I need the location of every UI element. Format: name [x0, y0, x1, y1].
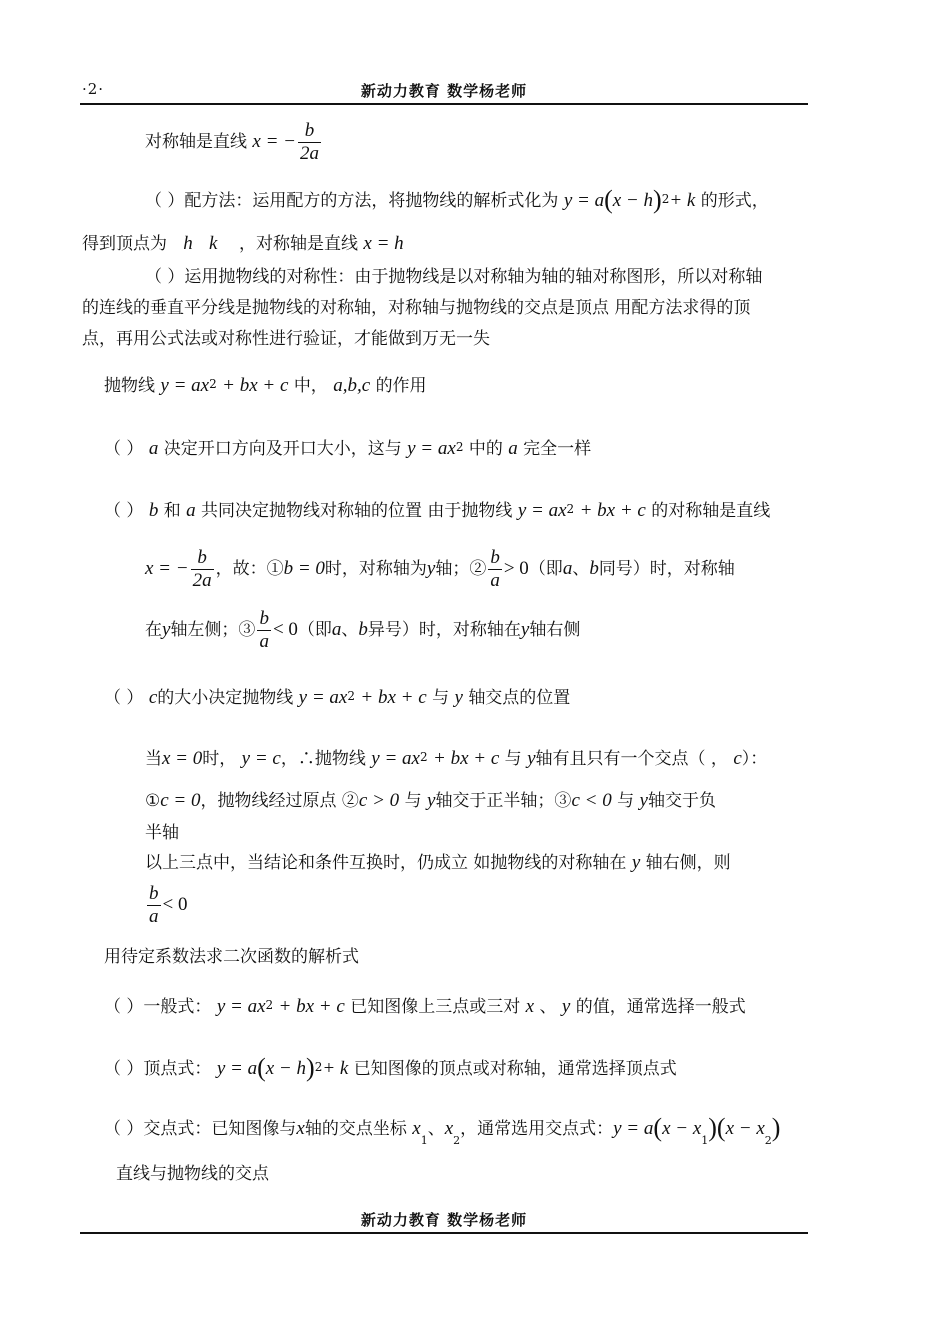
fraction-b-a [257, 608, 271, 653]
fraction-b-2a [191, 547, 214, 592]
numerator: b [298, 120, 321, 143]
exponent: 2 [209, 377, 217, 391]
text-line: （ ）运用抛物线的对称性：由于抛物线是以对称轴为轴的轴对称图形，所以对称轴 [145, 267, 763, 287]
math: b [148, 500, 159, 521]
text: （ ） [104, 501, 144, 521]
math: b [589, 558, 599, 579]
math: a,b,c [333, 375, 371, 396]
text: （ ）一般式： [104, 997, 212, 1017]
text: 的形式， [700, 191, 769, 211]
math: a [331, 619, 342, 640]
math: x − h [265, 1058, 307, 1079]
numerator: b [191, 547, 214, 570]
text: 在 [145, 620, 162, 640]
text: 、 [572, 559, 590, 579]
text: 轴左侧；③ [170, 620, 256, 640]
math: + bx + c [278, 996, 345, 1017]
text: 轴；② [435, 559, 487, 579]
math: y [162, 619, 171, 640]
text: （即 [297, 620, 332, 640]
math: c [733, 748, 742, 769]
math: y [527, 748, 536, 769]
subscript: 2 [764, 1134, 772, 1147]
math: y [427, 790, 436, 811]
axis-cases-line-2 [145, 608, 580, 653]
math: c < 0 [571, 790, 612, 811]
general-form-item [104, 994, 746, 1018]
math: x = − [252, 131, 296, 152]
math: a [186, 500, 196, 521]
header-divider [80, 103, 808, 105]
numerator: b [149, 883, 159, 904]
math: a [148, 438, 159, 459]
denominator: a [490, 570, 500, 591]
subscript: 1 [420, 1134, 428, 1147]
fraction-b-a [147, 883, 161, 928]
vertex-form-item [104, 1053, 677, 1082]
text: 中的 [468, 439, 503, 459]
intercept-line [145, 746, 767, 770]
text: 轴有且只有一个交点（ ， [535, 749, 728, 769]
denominator: a [149, 906, 159, 927]
text: 轴交点的位置 [468, 688, 571, 708]
text: 当 [145, 749, 162, 769]
coefficient-b-item [104, 498, 770, 522]
math: < 0 [162, 894, 188, 915]
math: + bx + c [433, 748, 500, 769]
text: 与 [611, 791, 635, 811]
text: 轴交于负 [647, 791, 716, 811]
coefficients-heading [104, 373, 427, 397]
math: x − x [725, 1118, 765, 1139]
math: y [631, 852, 641, 873]
paren: ( [604, 185, 613, 214]
text-line: 点，再用公式法或对称性进行验证，才能做到万无一失 [82, 329, 490, 349]
text: 同号）时，对称轴 [598, 559, 735, 579]
text: 已知图像上三点或三对 [350, 997, 521, 1017]
math: y = ax [298, 687, 348, 708]
text: 完全一样 [523, 439, 592, 459]
method-completing-square [145, 185, 769, 214]
text: 、 [539, 997, 557, 1017]
math: y [520, 619, 530, 640]
math: k [208, 233, 218, 254]
numerator: b [490, 547, 500, 568]
text: 共同决定抛物线对称轴的位置 由于抛物线 [201, 501, 513, 521]
math: + bx + c [360, 687, 427, 708]
math: y = a [563, 190, 605, 211]
text: 中， [293, 376, 328, 396]
math: y [454, 687, 463, 708]
math: b = 0 [283, 558, 325, 579]
text: 决定开口方向及开口大小，这与 [163, 439, 402, 459]
text: （ ）顶点式： [104, 1059, 212, 1079]
fraction-b-a [488, 547, 502, 592]
text: 以上三点中，当结论和条件互换时，仍成立 如抛物线的对称轴在 [145, 853, 627, 873]
text: 的对称轴是直线 [651, 501, 771, 521]
math: x [444, 1118, 454, 1139]
text: 、 [341, 620, 359, 640]
math: x − h [612, 190, 654, 211]
text: 的大小决定抛物线 [157, 688, 294, 708]
math: x [412, 1118, 421, 1139]
coefficient-c-item [104, 685, 570, 709]
text: 轴右侧，则 [645, 853, 731, 873]
vertex-line [82, 233, 404, 255]
text: 轴的交点坐标 [304, 1119, 407, 1139]
section-heading: 直线与抛物线的交点 [116, 1164, 269, 1184]
math: c > 0 [358, 790, 400, 811]
page-number: ·2· [82, 80, 105, 98]
footer-title: 新动力教育 数学杨老师 [360, 1211, 528, 1229]
math: + bx + c [579, 500, 646, 521]
math: + k [669, 190, 696, 211]
math: y = c [241, 748, 281, 769]
text: 抛物线 [104, 376, 155, 396]
text: 时，对称轴为 [324, 559, 427, 579]
text: 与 [399, 791, 422, 811]
converse-fraction [145, 883, 187, 928]
math: x [296, 1118, 305, 1139]
subscript: 2 [453, 1134, 461, 1147]
text: （ ）交点式：已知图像与 [104, 1119, 297, 1139]
text: 轴右侧 [529, 620, 581, 640]
text: （ ） [104, 688, 144, 708]
axis-cases-line [145, 547, 735, 592]
text: ① [145, 791, 161, 811]
exponent: 2 [419, 750, 428, 764]
text: 与 [504, 749, 522, 769]
exponent: 2 [347, 689, 355, 703]
text: ）： [741, 749, 768, 769]
intercept-cases [145, 790, 716, 812]
math: x = 0 [162, 748, 203, 769]
text: （ ） [104, 439, 144, 459]
math: y = ax [371, 748, 420, 769]
exponent: 2 [661, 192, 670, 206]
header-title: 新动力教育 数学杨老师 [360, 82, 528, 100]
math: y = ax [160, 375, 210, 396]
exponent: 2 [314, 1060, 323, 1074]
text: ，对称轴是直线 [239, 234, 358, 254]
exponent: 2 [566, 502, 575, 516]
math: y = ax [517, 500, 567, 521]
math: c = 0 [160, 790, 201, 811]
fraction-b-2a [298, 120, 321, 165]
math: < 0 [272, 619, 298, 640]
paren: ) [653, 185, 662, 214]
math: + bx + c [222, 375, 289, 396]
paren: )( [708, 1113, 726, 1142]
paren: ) [771, 1113, 781, 1142]
section-heading: 用待定系数法求二次函数的解析式 [104, 947, 359, 967]
math: y [426, 558, 436, 579]
paren: ( [653, 1113, 663, 1142]
text: 时， [202, 749, 237, 769]
text: 对称轴是直线 [145, 132, 247, 152]
text: 已知图像的顶点或对称轴，通常选择顶点式 [353, 1059, 677, 1079]
math: x = h [363, 233, 404, 254]
text: ，∴抛物线 [280, 749, 366, 769]
text: 轴交于正半轴；③ [435, 791, 572, 811]
subscript: 1 [701, 1134, 709, 1147]
math: y = a [613, 1118, 654, 1139]
text: 得到顶点为 [82, 234, 167, 254]
text: 的值，通常选择一般式 [575, 997, 746, 1017]
math: a [562, 558, 573, 579]
exponent: 2 [265, 998, 274, 1012]
math: y = a [216, 1058, 258, 1079]
text-line: 半轴 [145, 823, 179, 843]
math: y [561, 996, 571, 1017]
text: 的作用 [375, 376, 427, 396]
numerator: b [259, 608, 269, 629]
math: > 0 [503, 558, 529, 579]
text: 与 [432, 688, 450, 708]
math: y = ax [407, 438, 456, 459]
text: 和 [163, 501, 181, 521]
paren: ( [257, 1053, 266, 1082]
text: ，抛物线经过原点 ② [200, 791, 359, 811]
page-header [80, 80, 808, 102]
converse-note [145, 852, 731, 874]
text: 、 [427, 1119, 445, 1139]
text: （即 [528, 559, 563, 579]
text: 异号）时，对称轴在 [367, 620, 521, 640]
denominator: 2a [192, 570, 212, 591]
text: （ ）配方法：运用配方的方法，将抛物线的解析式化为 [145, 191, 559, 211]
math: + k [322, 1058, 349, 1079]
math: y = ax [216, 996, 266, 1017]
text: ，故：① [215, 559, 284, 579]
math: x [525, 996, 535, 1017]
footer-divider [80, 1232, 808, 1234]
exponent: 2 [455, 440, 464, 454]
paren: ) [306, 1053, 315, 1082]
text: ，通常选用交点式： [460, 1119, 614, 1139]
intercept-form-item [104, 1113, 781, 1152]
text-line: 的连线的垂直平分线是抛物线的对称轴，对称轴与抛物线的交点是顶点 用配方法求得的顶 [82, 298, 751, 318]
coefficient-a-item [104, 436, 591, 460]
math: b [358, 619, 368, 640]
math: h [183, 233, 193, 254]
math: x = − [145, 558, 189, 579]
math: y [639, 790, 648, 811]
denominator: 2a [299, 143, 319, 164]
denominator: a [259, 631, 269, 652]
math: a [508, 438, 518, 459]
axis-line-formula [145, 120, 323, 165]
math: c [148, 687, 158, 708]
math: x − x [662, 1118, 702, 1139]
